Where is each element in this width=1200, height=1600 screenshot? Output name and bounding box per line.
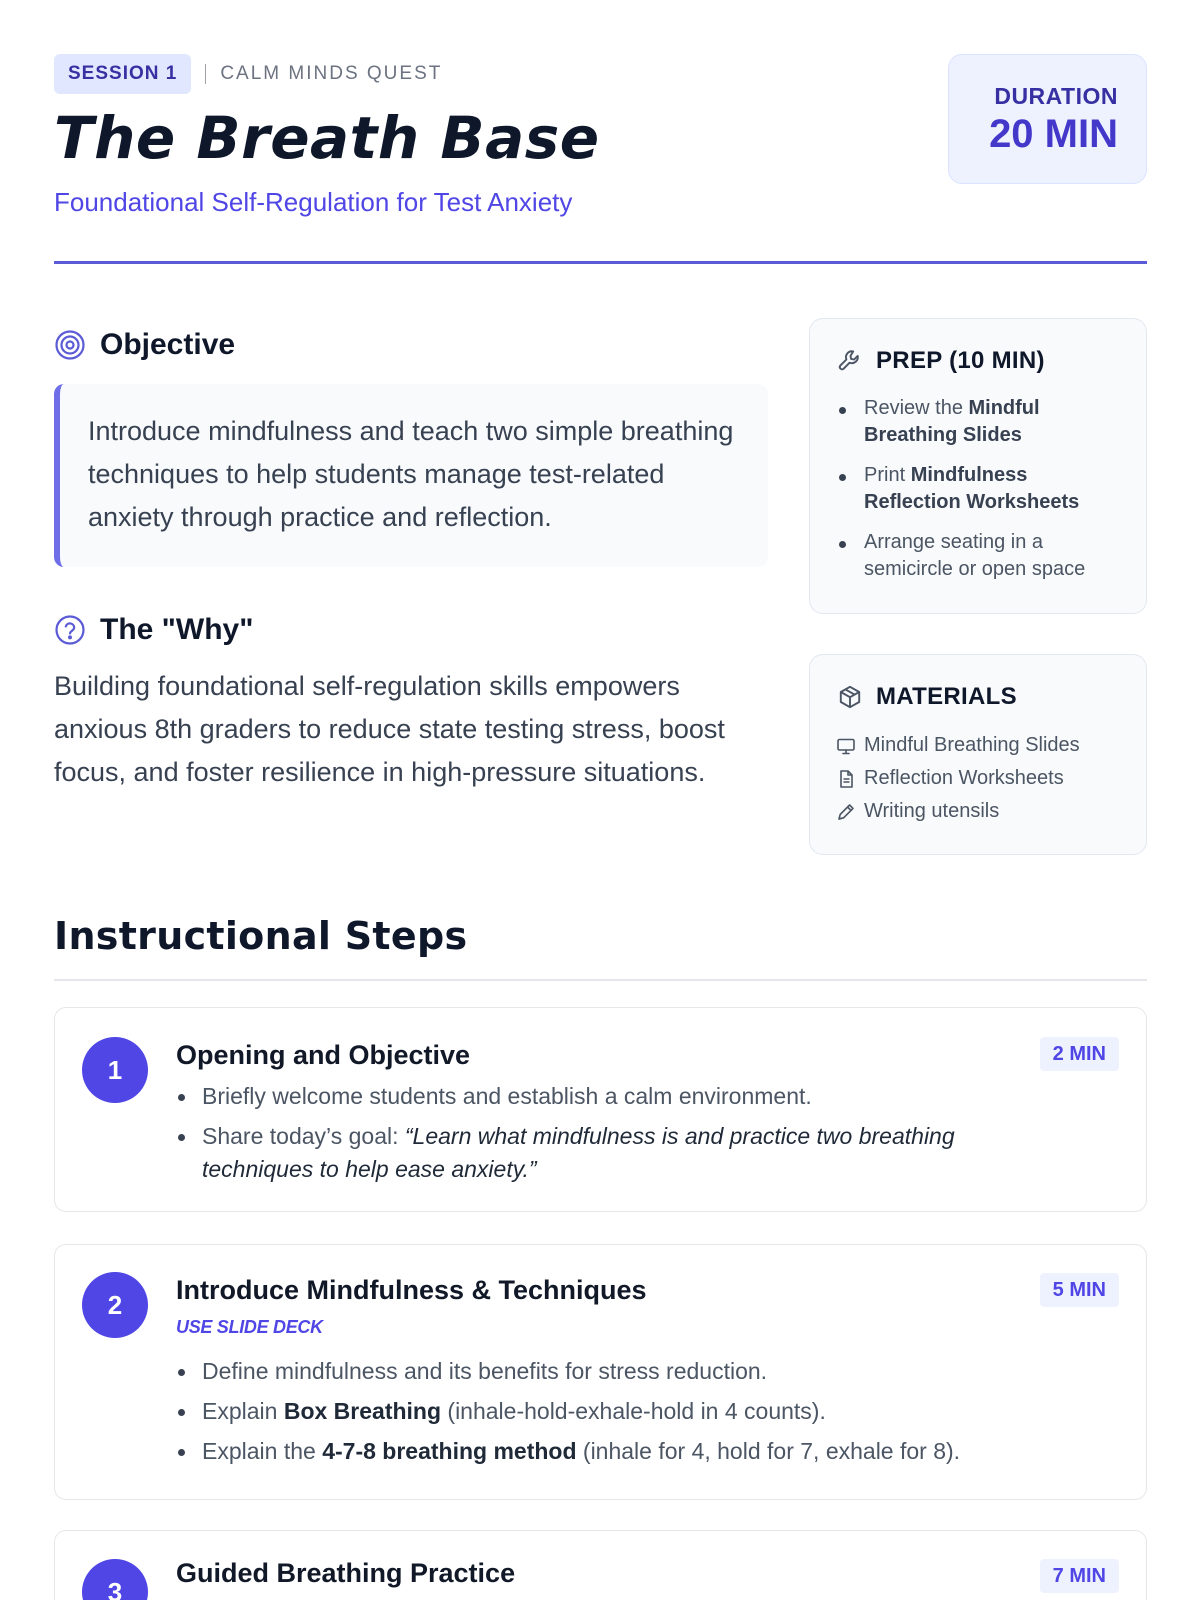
step-card [54,1244,1147,1500]
objective-heading [54,324,768,366]
step-bullet: Define mindfulness and its benefits for stress reduction. [176,1355,1056,1388]
materials-card [809,654,1147,855]
materials-heading-label: MATERIALS [876,683,1017,710]
step-bullets [176,1080,1056,1193]
steps-divider [54,979,1147,981]
step-title: Opening and Objective [176,1040,471,1070]
target-icon [54,329,86,361]
lesson-page [54,54,1147,1600]
step-number: 3 [82,1559,148,1600]
prep-heading [836,343,1120,379]
document-icon [836,769,856,789]
step-bullets [176,1355,1056,1475]
why-heading [54,609,768,651]
main-column [54,324,768,794]
step-number: 1 [82,1037,148,1103]
step-card [54,1530,1147,1600]
step-card [54,1007,1147,1212]
step-duration-badge: 2 MIN [1040,1037,1119,1071]
objective-text: Introduce mindfulness and teach two simple breathing techniques to help students manage test-related anxiety through practice and reflection. [54,384,768,567]
materials-heading [836,679,1120,715]
question-circle-icon [54,614,86,646]
lesson-header [54,54,1147,264]
step-bullet: Explain the 4-7-8 breathing method (inhale for 4, hold for 7, exhale for 8). [176,1435,1056,1468]
why-text: Building foundational self-regulation skills empowers anxious 8th graders to reduce state testing stress, boost focus, and foster resilience in high-pressure situations. [54,671,725,787]
materials-list [836,729,1120,828]
box-icon [836,683,864,711]
wrench-icon [836,347,864,375]
page-subtitle: Foundational Self-Regulation for Test Anxiety [54,187,573,217]
objective-heading-label: Objective [100,328,236,361]
pen-icon [836,802,856,822]
prep-item: Arrange seating in a semicircle or open space [836,529,1120,583]
step-tag: USE SLIDE DECK [176,1317,323,1337]
header-divider [54,261,1147,264]
prep-list [836,395,1120,583]
duration-value: 20 MIN [989,112,1118,156]
sidebar [809,318,1147,855]
prep-item: Print Mindfulness Reflection Worksheets [836,462,1120,516]
steps-heading: Instructional Steps [54,914,468,958]
step-bullet: Explain Box Breathing (inhale-hold-exhale-hold in 4 counts). [176,1395,1056,1428]
step-duration-badge: 7 MIN [1040,1559,1119,1593]
why-heading-label: The "Why" [100,613,254,646]
series-name: CALM MINDS QUEST [220,63,443,84]
step-bullet: Briefly welcome students and establish a calm environment. [176,1080,1056,1113]
session-badge: SESSION 1 [54,54,191,94]
material-item: Writing utensils [836,795,1120,828]
step-duration-badge: 5 MIN [1040,1273,1119,1307]
step-title: Introduce Mindfulness & Techniques [176,1275,647,1305]
monitor-icon [836,736,856,756]
prep-item: Review the Mindful Breathing Slides [836,395,1120,449]
material-item: Reflection Worksheets [836,762,1120,795]
prep-heading-label: PREP (10 MIN) [876,347,1045,374]
duration-label: DURATION [994,83,1118,109]
prep-card [809,318,1147,614]
page-title: The Breath Base [54,104,600,172]
duration-card [948,54,1147,184]
step-title: Guided Breathing Practice [176,1558,516,1588]
step-number: 2 [82,1272,148,1338]
tagline-divider [205,64,206,84]
step-bullet: Share today’s goal: “Learn what mindfulness is and practice two breathing techniques to help ease anxiety.” [176,1120,1056,1186]
material-item: Mindful Breathing Slides [836,729,1120,762]
